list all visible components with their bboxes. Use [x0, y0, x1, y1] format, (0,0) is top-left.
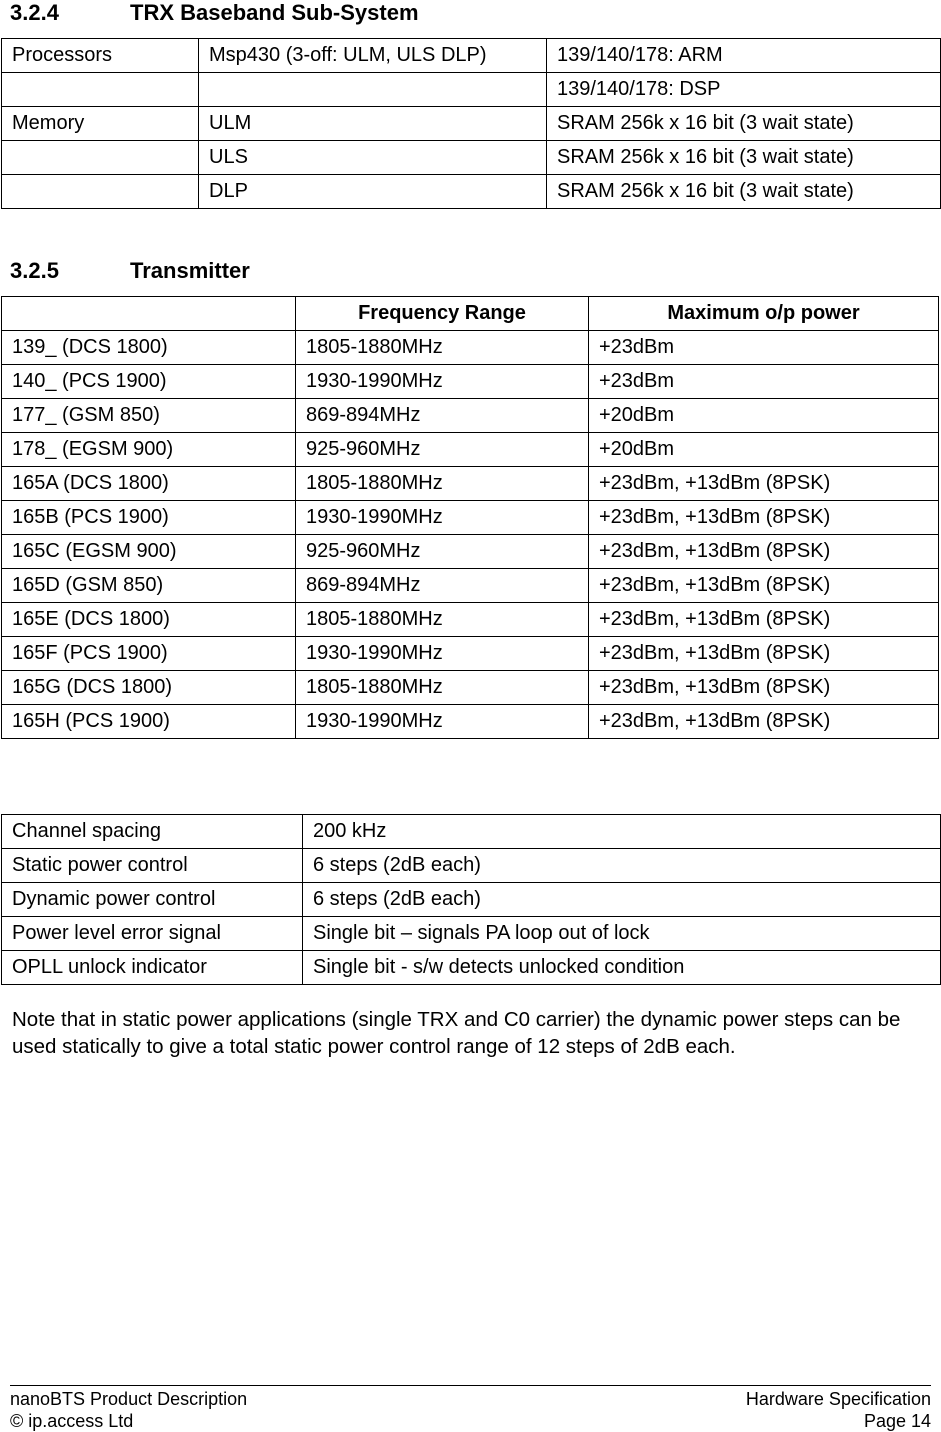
- table-row: [2, 705, 939, 739]
- table-cell: Channel spacing: [2, 815, 303, 849]
- table-cell: 1930-1990MHz: [296, 637, 589, 671]
- table-cell: 139/140/178: ARM: [547, 39, 941, 73]
- table-cell: DLP: [199, 175, 547, 209]
- table-row: [2, 671, 939, 705]
- table-cell: 178_ (EGSM 900): [2, 433, 296, 467]
- table-cell: Msp430 (3-off: ULM, ULS DLP): [199, 39, 547, 73]
- table-row: [2, 467, 939, 501]
- table-row: [2, 569, 939, 603]
- table-cell: Dynamic power control: [2, 883, 303, 917]
- table-cell: SRAM 256k x 16 bit (3 wait state): [547, 141, 941, 175]
- table-cell: Static power control: [2, 849, 303, 883]
- table-cell: 6 steps (2dB each): [303, 883, 941, 917]
- table-cell: [2, 175, 199, 209]
- table-row: [2, 141, 941, 175]
- table-cell: 165G (DCS 1800): [2, 671, 296, 705]
- table-row: [2, 917, 941, 951]
- table-cell: 925-960MHz: [296, 535, 589, 569]
- table-cell: 165C (EGSM 900): [2, 535, 296, 569]
- footer-document-title: nanoBTS Product Description: [10, 1389, 248, 1409]
- table-cell: Single bit – signals PA loop out of lock: [303, 917, 941, 951]
- section-number: 3.2.5: [10, 258, 59, 283]
- table-row: [2, 331, 939, 365]
- table-header-row: [2, 297, 939, 331]
- table-cell: [2, 141, 199, 175]
- table-cell: 1930-1990MHz: [296, 501, 589, 535]
- table-cell: OPLL unlock indicator: [2, 951, 303, 985]
- section-title: Transmitter: [130, 258, 250, 283]
- table-cell: +23dBm, +13dBm (8PSK): [589, 467, 939, 501]
- section-heading-transmitter: [10, 258, 250, 284]
- section-title: TRX Baseband Sub-System: [130, 0, 419, 25]
- table-cell: 6 steps (2dB each): [303, 849, 941, 883]
- table-cell: 165A (DCS 1800): [2, 467, 296, 501]
- table-cell: Memory: [2, 107, 199, 141]
- table-cell: 869-894MHz: [296, 399, 589, 433]
- table-cell: 177_ (GSM 850): [2, 399, 296, 433]
- note-paragraph: Note that in static power applications (single TRX and C0 carrier) the dynamic power steps can be used statically to give a total static power control range of 12 steps of 2dB each.: [12, 1008, 901, 1058]
- table-row: [2, 603, 939, 637]
- table-cell: +23dBm: [589, 331, 939, 365]
- section-number: 3.2.4: [10, 0, 59, 25]
- table-row: [2, 107, 941, 141]
- table-cell: 1805-1880MHz: [296, 467, 589, 501]
- table-cell: +23dBm, +13dBm (8PSK): [589, 637, 939, 671]
- table-cell: Single bit - s/w detects unlocked condition: [303, 951, 941, 985]
- footer-section-title: Hardware Specification: [745, 1389, 931, 1409]
- table-cell: 1930-1990MHz: [296, 705, 589, 739]
- page-footer: [10, 1385, 931, 1432]
- column-header: Frequency Range: [296, 297, 589, 331]
- table-cell: [2, 73, 199, 107]
- table-row: [2, 815, 941, 849]
- table-cell: 139_ (DCS 1800): [2, 331, 296, 365]
- table-row: [2, 73, 941, 107]
- table-cell: +23dBm, +13dBm (8PSK): [589, 671, 939, 705]
- table-row: [2, 365, 939, 399]
- table-cell: 1805-1880MHz: [296, 603, 589, 637]
- table-row: [2, 535, 939, 569]
- table-row: [2, 175, 941, 209]
- table-row: [2, 399, 939, 433]
- footer-copyright: © ip.access Ltd: [10, 1411, 134, 1431]
- table-cell: +20dBm: [589, 399, 939, 433]
- table-cell: [199, 73, 547, 107]
- table-cell: +23dBm, +13dBm (8PSK): [589, 569, 939, 603]
- table-cell: 925-960MHz: [296, 433, 589, 467]
- table-cell: ULM: [199, 107, 547, 141]
- table-cell: 165H (PCS 1900): [2, 705, 296, 739]
- table-cell: Power level error signal: [2, 917, 303, 951]
- table-cell: SRAM 256k x 16 bit (3 wait state): [547, 107, 941, 141]
- table-cell: +20dBm: [589, 433, 939, 467]
- table-cell: 1805-1880MHz: [296, 331, 589, 365]
- table-cell: 165B (PCS 1900): [2, 501, 296, 535]
- footer-page-number: Page 14: [863, 1411, 931, 1431]
- table-cell: +23dBm, +13dBm (8PSK): [589, 705, 939, 739]
- table-cell: Processors: [2, 39, 199, 73]
- column-header: Maximum o/p power: [589, 297, 939, 331]
- column-header: [2, 297, 296, 331]
- table-row: [2, 433, 939, 467]
- table-row: [2, 849, 941, 883]
- table-cell: 200 kHz: [303, 815, 941, 849]
- section-heading-baseband: [10, 0, 419, 26]
- transmitter-table: [1, 296, 939, 739]
- table-cell: +23dBm, +13dBm (8PSK): [589, 603, 939, 637]
- table-cell: +23dBm: [589, 365, 939, 399]
- table-row: [2, 883, 941, 917]
- table-cell: 165D (GSM 850): [2, 569, 296, 603]
- table-cell: +23dBm, +13dBm (8PSK): [589, 535, 939, 569]
- baseband-table: [1, 38, 941, 209]
- table-cell: 139/140/178: DSP: [547, 73, 941, 107]
- table-cell: 165F (PCS 1900): [2, 637, 296, 671]
- table-row: [2, 637, 939, 671]
- table-cell: 165E (DCS 1800): [2, 603, 296, 637]
- table-row: [2, 39, 941, 73]
- table-cell: 1805-1880MHz: [296, 671, 589, 705]
- table-row: [2, 951, 941, 985]
- table-row: [2, 501, 939, 535]
- table-cell: 1930-1990MHz: [296, 365, 589, 399]
- table-cell: SRAM 256k x 16 bit (3 wait state): [547, 175, 941, 209]
- table-cell: +23dBm, +13dBm (8PSK): [589, 501, 939, 535]
- table-cell: ULS: [199, 141, 547, 175]
- transmitter-parameters-table: [1, 814, 941, 985]
- table-cell: 869-894MHz: [296, 569, 589, 603]
- table-cell: 140_ (PCS 1900): [2, 365, 296, 399]
